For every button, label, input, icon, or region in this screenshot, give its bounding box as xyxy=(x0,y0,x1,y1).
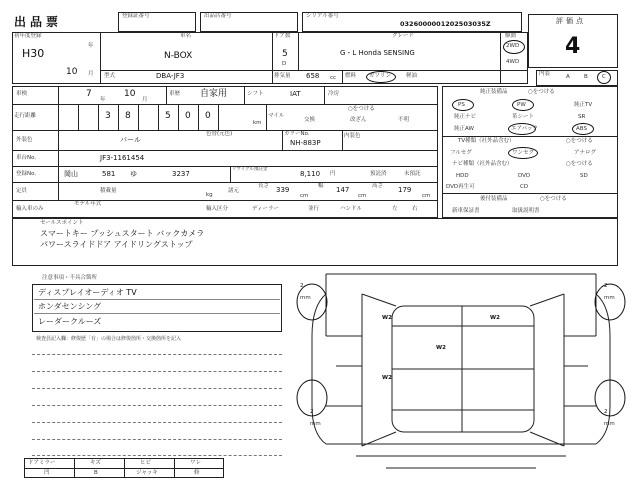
legend-b: B xyxy=(94,470,98,476)
docs-warranty: 新車保証書 xyxy=(452,208,480,214)
equip-sr: SR xyxy=(578,114,586,120)
legend-jack: ジャッキ xyxy=(136,470,158,476)
doors-label: ドア数 xyxy=(274,33,291,39)
meter-note: ○をつける xyxy=(348,106,375,112)
shaken-label: 車検 xyxy=(16,91,28,97)
height-value: 179 xyxy=(398,186,412,194)
legend-break: ワレ xyxy=(190,460,202,466)
mileage-label: 走行距離 xyxy=(14,113,37,119)
score-label: 評価点 xyxy=(556,17,586,25)
load-label: 積載量 xyxy=(100,188,117,194)
first-reg-year: H30 xyxy=(22,47,45,60)
shaken-month: 10 xyxy=(124,89,136,99)
interior-c: C xyxy=(602,74,606,80)
dims-label: 諸元 xyxy=(228,188,240,194)
legend-crack: ヒビ xyxy=(140,460,152,466)
tire-rr-depth: 2 xyxy=(604,409,608,415)
tire-fl-mm: mm xyxy=(300,295,311,301)
legend-dent: 凹 xyxy=(44,470,50,476)
equipment-header: 純正装備品 xyxy=(480,89,508,95)
first-reg-label: 初年度登録 xyxy=(14,33,42,39)
docs-manual: 取扱説明書 xyxy=(512,208,540,214)
legend-repair: 修 xyxy=(194,470,200,476)
tire-front-right xyxy=(595,284,625,320)
len-cm: cm xyxy=(300,193,309,199)
docs-header: 後付装備品 xyxy=(480,196,508,202)
car-name-label: 車名 xyxy=(180,33,192,39)
tv-oneseg: ワンセグ xyxy=(512,150,535,156)
recycle-label: リサイクル預託金 xyxy=(232,167,268,172)
steering-label: ハンドル xyxy=(340,206,363,212)
notes-item-3: レーダークルーズ xyxy=(38,317,102,326)
damage-w2-roof: W2 xyxy=(436,345,446,351)
import-label: 輸入車のみ xyxy=(16,206,44,212)
fuel-light-oil: 軽油 xyxy=(406,73,418,79)
notes-item-2: ホンダセンシング xyxy=(38,302,102,311)
len-label: 長さ xyxy=(258,183,270,189)
notes-label: 注意事項・不具合箇所 xyxy=(42,275,98,281)
equip-pw: PW xyxy=(517,102,526,108)
model-value: DBA-JF3 xyxy=(156,72,185,80)
equip-leather: 革シート xyxy=(512,114,535,120)
mileage-digit-1: 3 xyxy=(105,111,111,121)
navi-header: ナビ種類（社外品含む） xyxy=(452,161,513,167)
mileage-digit-2: 8 xyxy=(125,111,131,121)
drive-2wd: 2WD xyxy=(506,43,520,49)
recycle-deposited: 預託済 xyxy=(370,171,387,177)
sales-points-line-1: スマートキー プッシュスタート バックカメラ xyxy=(40,229,205,238)
interior-a: A xyxy=(566,74,570,80)
grade-label: グレード xyxy=(392,33,415,39)
width-cm: cm xyxy=(358,193,367,199)
tv-header: TV種類（社外品含む） xyxy=(458,138,515,144)
equip-airbag: エアバック xyxy=(511,126,539,132)
color-no-label: カラーNo. xyxy=(284,131,310,137)
cc-label: 排気量 xyxy=(274,73,291,79)
cc-unit: cc xyxy=(330,75,337,81)
chassis-value: JF3-1161454 xyxy=(100,154,145,162)
equip-ps: PS xyxy=(458,102,465,108)
dvd-play: DVD再生可 xyxy=(446,184,475,190)
tire-fr-depth: 2 xyxy=(604,283,608,289)
import-parallel: 並行 xyxy=(308,206,320,212)
car-name-value: N-BOX xyxy=(164,51,193,61)
tv-note: ○をつける xyxy=(566,138,593,144)
doors-sub: D xyxy=(282,61,287,67)
mileage-digit-5: 0 xyxy=(205,111,211,121)
shaken-year-suffix: 年 xyxy=(100,97,106,103)
fuel-gasoline: ガソリン xyxy=(369,73,392,79)
car-damage-diagram xyxy=(296,266,640,480)
navi-sd: SD xyxy=(580,173,588,179)
width-label: 幅 xyxy=(318,183,324,189)
steering-right: 右 xyxy=(412,206,418,212)
navi-cd: CD xyxy=(520,184,529,190)
recycle-value: 8,110 xyxy=(300,170,321,178)
color-change-label: 色替(元色) xyxy=(206,131,233,137)
shift-value: IAT xyxy=(290,90,301,98)
mileage-digit-3: 5 xyxy=(165,111,171,121)
color-label: 外装色 xyxy=(16,137,33,143)
docs-note: ○をつける xyxy=(540,196,567,202)
year-suffix: 年 xyxy=(88,43,94,49)
damage-w2-left-rear: W2 xyxy=(382,375,392,381)
model-label: 型式 xyxy=(104,73,116,79)
legend-scratch: キズ xyxy=(90,460,101,466)
shaken-month-suffix: 月 xyxy=(142,97,148,103)
chassis-label: 車台No. xyxy=(16,155,37,161)
legend-door-mirror: ドアミラー xyxy=(28,460,56,466)
meter-replaced: 交換 xyxy=(304,117,316,123)
tv-fullseg: フルセグ xyxy=(450,150,472,156)
tire-rl-mm: mm xyxy=(310,421,321,427)
recycle-not-deposited: 未預託 xyxy=(404,171,421,177)
tire-fl-depth: 2 xyxy=(300,283,304,289)
sales-points-label: セールスポイント xyxy=(40,220,84,226)
meter-unknown: 不明 xyxy=(398,117,410,123)
navi-dvd: DVD xyxy=(518,173,531,179)
height-label: 高さ xyxy=(372,183,384,189)
navi-note: ○をつける xyxy=(566,161,593,167)
load-kg: kg xyxy=(206,192,213,198)
recycle-yen: 円 xyxy=(330,171,336,177)
steering-left: 左 xyxy=(392,206,398,212)
tire-fr-mm: mm xyxy=(604,295,615,301)
mile-label: マイル xyxy=(268,113,285,119)
equip-aw: 純正AW xyxy=(454,126,474,132)
plate-number: 3237 xyxy=(172,170,190,178)
shift-label: シフト xyxy=(247,91,264,97)
plate-kana: ゆ xyxy=(130,170,137,178)
mileage-digit-4: 0 xyxy=(185,111,191,121)
damage-w2-right-front: W2 xyxy=(490,315,500,321)
height-cm: cm xyxy=(422,193,431,199)
seller-label: 出品店番号 xyxy=(204,13,232,19)
plate-class: 581 xyxy=(102,170,116,178)
meter-altered: 改ざん xyxy=(350,117,367,123)
serial-value: 0326000001202503035Z xyxy=(400,20,491,28)
capacity-label: 定員 xyxy=(16,188,28,194)
usage-value: 自家用 xyxy=(200,89,228,99)
first-reg-month: 10 xyxy=(66,67,78,77)
registration-label: 登録証番号 xyxy=(122,13,150,19)
shaken-year: 7 xyxy=(86,89,92,99)
notes-item-1: ディスプレイオーディオ TV xyxy=(38,288,137,297)
usage-label: 車歴 xyxy=(169,91,181,97)
tire-rl-depth: 2 xyxy=(310,409,314,415)
drive-label: 駆動 xyxy=(505,33,517,39)
color-no-value: NH-883P xyxy=(290,139,321,147)
equip-tv: 純正TV xyxy=(574,102,593,108)
repair-label: 検査員記入欄：修復歴「有」の場合は修復箇所・交換箇所を記入 xyxy=(36,336,182,342)
len-value: 339 xyxy=(276,186,290,194)
score-value: 4 xyxy=(565,34,581,59)
plate-label: 登録No. xyxy=(16,171,37,177)
damage-w2-left-front: W2 xyxy=(382,315,392,321)
equipment-note: ○をつける xyxy=(528,89,555,95)
ac-label: 冷房 xyxy=(328,91,340,97)
month-suffix: 月 xyxy=(88,71,94,77)
plate-region: 岡山 xyxy=(64,170,78,178)
drive-4wd: 4WD xyxy=(506,59,520,65)
sales-points-line-2: パワースライドドア アイドリングストップ xyxy=(40,240,193,249)
doors-value: 5 xyxy=(282,49,288,59)
grade-value: G・L Honda SENSING xyxy=(340,49,415,57)
import-class-label: 輸入区分 xyxy=(206,206,229,212)
width-value: 147 xyxy=(336,186,350,194)
fuel-label: 燃料 xyxy=(345,73,357,79)
model-year-label: モデル年式 xyxy=(74,201,102,207)
equip-abs: ABS xyxy=(576,126,587,132)
cc-value: 658 xyxy=(306,72,320,80)
color-value: パール xyxy=(120,136,141,144)
serial-label: シリアル番号 xyxy=(306,13,339,19)
interior-label: 内装 xyxy=(539,71,551,77)
tire-rr-mm: mm xyxy=(604,421,615,427)
import-dealer: ディーラー xyxy=(252,206,280,212)
sheet-title: 出品票 xyxy=(14,15,63,29)
interior-color-label: 内装色 xyxy=(344,133,361,139)
navi-hdd: HDD xyxy=(456,173,469,179)
km-unit: km xyxy=(253,120,262,126)
interior-b: B xyxy=(584,74,588,80)
tv-analog: アナログ xyxy=(574,150,597,156)
equip-navi: 純正ナビ xyxy=(454,114,477,120)
